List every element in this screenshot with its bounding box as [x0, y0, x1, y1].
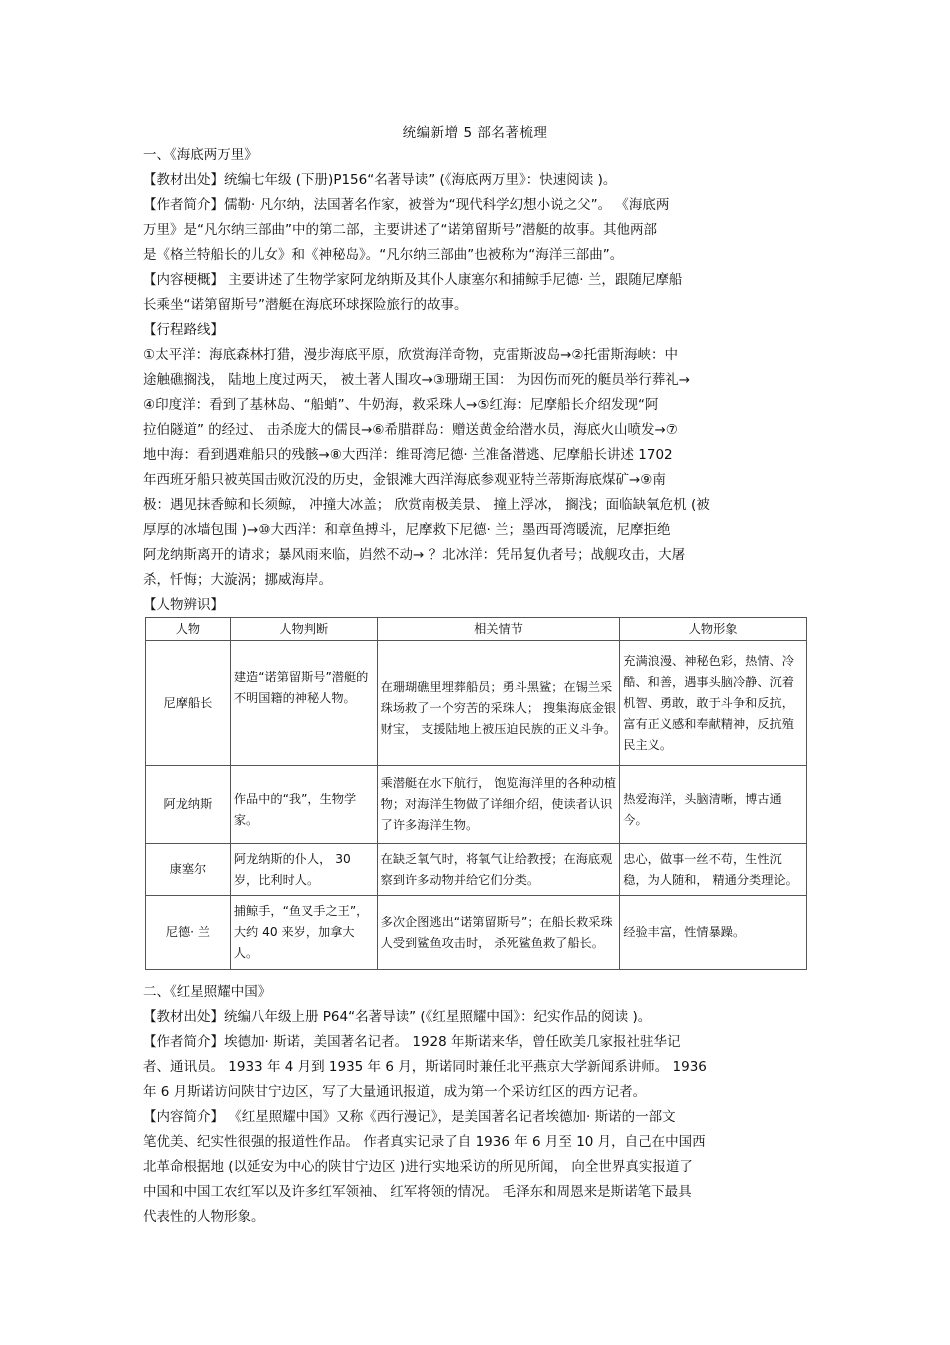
character-image: 忠心，做事一丝不苟，生性沉稳，为人随和， 精通分类理论。: [620, 844, 807, 896]
section-heading: 一、《海底两万里》: [143, 147, 258, 163]
character-table: [145, 617, 807, 970]
roles-heading: 【人物辨识】: [143, 597, 224, 613]
character-judgement: 作品中的“我”，生物学家。: [230, 766, 377, 844]
character-name: 尼德· 兰: [146, 896, 231, 970]
character-plot: 在缺乏氧气时，将氧气让给教授；在海底观察到许多动物并给它们分类。: [377, 844, 620, 896]
character-name: 尼摩船长: [146, 641, 231, 766]
route-heading: 【行程路线】: [143, 322, 224, 338]
document-title: 统编新增 5 部名著梳理: [402, 125, 548, 141]
textbook-source: 【教材出处】统编八年级上册 P64“名著导读” (《红星照耀中国》：纪实作品的阅读 )。: [143, 1009, 652, 1025]
character-plot: 多次企图逃出“诺第留斯号”；在船长救采珠人受到鲨鱼攻击时， 杀死鲨鱼救了船长。: [377, 896, 620, 970]
character-judgement: 阿龙纳斯的仆人， 30 岁，比利时人。: [230, 844, 377, 896]
route-line: 极：遇见抹香鲸和长须鲸， 冲撞大冰盖； 欣赏南极美景、 撞上浮冰， 搁浅；面临缺氧危机 (被: [143, 497, 710, 513]
column-header: 人物判断: [230, 618, 377, 641]
route-line: 杀，忏悔；大漩涡；挪威海岸。: [143, 572, 332, 588]
route-line: 拉伯隧道” 的经过、 击杀庞大的儒艮→⑥希腊群岛：赠送黄金给潜水员，海底火山喷发→⑦: [143, 422, 678, 438]
author-line: 万里》是“凡尔纳三部曲”中的第二部，主要讲述了“诺第留斯号”潜艇的故事。其他两部: [143, 222, 657, 238]
content-line: 中国和中国工农红军以及许多红军领袖、 红军将领的情况。 毛泽东和周恩来是斯诺笔下最具: [143, 1184, 692, 1200]
column-header: 人物形象: [620, 618, 807, 641]
character-name: 阿龙纳斯: [146, 766, 231, 844]
section-2: [143, 980, 807, 1230]
table-header-row: [146, 618, 807, 641]
content-line: 【内容梗概】 主要讲述了生物学家阿龙纳斯及其仆人康塞尔和捕鲸手尼德· 兰，跟随尼摩船: [143, 272, 683, 288]
column-header: 相关情节: [377, 618, 620, 641]
content-line: 代表性的人物形象。: [143, 1209, 265, 1225]
author-line: 【作者简介】儒勒· 凡尔纳，法国著名作家，被誉为“现代科学幻想小说之父”。 《海底两: [143, 197, 670, 213]
character-image: 充满浪漫、神秘色彩，热情、冷酷、和善，遇事头脑冷静、沉着机智、勇敢，敢于斗争和反抗，富有正义感和奉献精神，反抗殖民主义。: [620, 641, 807, 766]
character-plot: 乘潜艇在水下航行， 饱览海洋里的各种动植物；对海洋生物做了详细介绍，使读者认识了许多海洋生物。: [377, 766, 620, 844]
character-judgement: 建造“诺第留斯号”潜艇的不明国籍的神秘人物。: [230, 641, 377, 766]
character-image: 热爱海洋，头脑清晰，博古通今。: [620, 766, 807, 844]
author-line: 者、通讯员。 1933 年 4 月到 1935 年 6 月，斯诺同时兼任北平燕京大学新闻系讲师。 1936: [143, 1059, 707, 1075]
route-line: 途触礁搁浅， 陆地上度过两天， 被土著人围攻→③珊瑚王国： 为因伤而死的艇员举行葬礼→: [143, 372, 691, 388]
table-row: [146, 641, 807, 766]
route-line: 厚厚的冰墙包围 )→⑩大西洋：和章鱼搏斗，尼摩救下尼德· 兰；墨西哥湾暖流，尼摩拒绝: [143, 522, 671, 538]
content-line: 长乘坐“诺第留斯号”潜艇在海底环球探险旅行的故事。: [143, 297, 468, 313]
content-line: 【内容简介】 《红星照耀中国》又称《西行漫记》，是美国著名记者埃德加· 斯诺的一部文: [143, 1109, 676, 1125]
author-line: 【作者简介】埃德加· 斯诺，美国著名记者。 1928 年斯诺来华，曾任欧美几家报社驻华记: [143, 1034, 681, 1050]
table-row: [146, 896, 807, 970]
textbook-source: 【教材出处】统编七年级 (下册)P156“名著导读” (《海底两万里》：快速阅读 )。: [143, 172, 617, 188]
table-row: [146, 766, 807, 844]
content-line: 北革命根据地 (以延安为中心的陕甘宁边区 )进行实地采访的所见所闻， 向全世界真实报道了: [143, 1159, 693, 1175]
table-row: [146, 844, 807, 896]
character-judgement: 捕鲸手，“鱼叉手之王”，大约 40 来岁，加拿大人。: [230, 896, 377, 970]
route-line: ①太平洋：海底森林打猎，漫步海底平原，欣赏海洋奇物，克雷斯波岛→②托雷斯海峡：中: [143, 347, 679, 363]
route-line: 阿龙纳斯离开的请求；暴风雨来临，岿然不动→ ？北冰洋：凭吊复仇者号；战舰攻击，大屠: [143, 547, 686, 563]
author-line: 是《格兰特船长的儿女》和《神秘岛》。“凡尔纳三部曲”也被称为“海洋三部曲”。: [143, 247, 624, 263]
route-line: 地中海：看到遇难船只的残骸→⑧大西洋：维哥湾尼德· 兰准备潜逃、尼摩船长讲述 1702: [143, 447, 673, 463]
column-header: 人物: [146, 618, 231, 641]
section-1: [143, 143, 807, 618]
section-heading: 二、《红星照耀中国》: [143, 984, 272, 1000]
character-image: 经验丰富，性情暴躁。: [620, 896, 807, 970]
route-line: 年西班牙船只被英国击败沉没的历史，金银滩大西洋海底参观亚特兰蒂斯海底煤矿→⑨南: [143, 472, 666, 488]
character-plot: 在珊瑚礁里埋葬船员；勇斗黑鲨；在锡兰采珠场救了一个穷苦的采珠人； 搜集海底金银财宝， 支援陆地上被压迫民族的正义斗争。: [377, 641, 620, 766]
route-line: ④印度洋：看到了基林岛、“船蛸”、牛奶海，救采珠人→⑤红海：尼摩船长介绍发现“阿: [143, 397, 659, 413]
character-name: 康塞尔: [146, 844, 231, 896]
content-line: 笔优美、纪实性很强的报道性作品。 作者真实记录了自 1936 年 6 月至 10 月，自己在中国西: [143, 1134, 706, 1150]
author-line: 年 6 月斯诺访问陕甘宁边区，写了大量通讯报道，成为第一个采访红区的西方记者。: [143, 1084, 647, 1100]
